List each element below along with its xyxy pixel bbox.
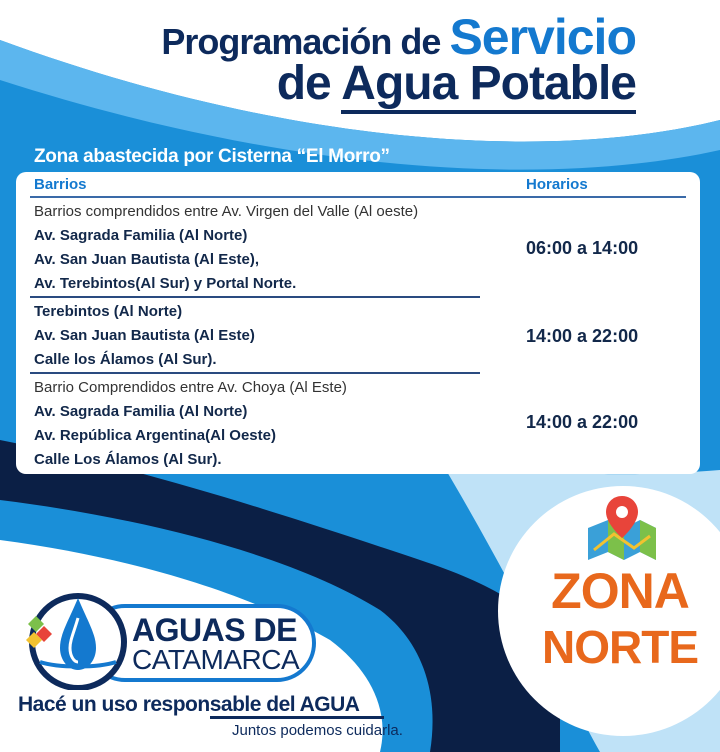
norte-label: NORTE <box>542 621 698 673</box>
title-line-2 <box>277 56 636 111</box>
row-time: 06:00 a 14:00 <box>526 238 639 258</box>
row-line: Barrios comprendidos entre Av. Virgen del Valle (Al oeste) <box>34 203 419 220</box>
tagline: Juntos podemos cuidarla. <box>232 722 403 739</box>
row-time: 14:00 a 22:00 <box>526 412 639 432</box>
brand-name-line-2: CATAMARCA <box>132 644 300 675</box>
row-line: Terebintos (Al Norte) <box>34 303 183 320</box>
row-line: Av. San Juan Bautista (Al Este) <box>34 327 255 344</box>
row-line: Av. República Argentina(Al Oeste) <box>34 427 276 444</box>
column-header-horarios: Horarios <box>526 176 588 193</box>
zone-heading: Zona abastecida por Cisterna “El Morro” <box>34 146 390 167</box>
title-word-servicio: Servicio <box>449 9 636 65</box>
table-row <box>30 376 686 472</box>
zona-label: ZONA <box>551 563 689 619</box>
row-divider <box>30 372 480 374</box>
row-line: Calle Los Álamos (Al Sur). <box>34 451 222 468</box>
row-divider <box>30 296 480 298</box>
slogan-underline <box>210 716 384 719</box>
title-word-agua-potable: Agua Potable <box>341 57 636 114</box>
row-line: Calle los Álamos (Al Sur). <box>34 351 217 368</box>
column-header-barrios: Barrios <box>34 176 87 193</box>
row-line: Av. San Juan Bautista (Al Este), <box>34 251 260 268</box>
title-prefix: Programación de <box>161 21 441 62</box>
row-time: 14:00 a 22:00 <box>526 326 639 346</box>
schedule-table <box>16 172 700 474</box>
row-line: Av. Terebintos(Al Sur) y Portal Norte. <box>34 275 297 292</box>
map-pin-icon <box>584 494 660 564</box>
row-line: Av. Sagrada Familia (Al Norte) <box>34 403 248 420</box>
table-row <box>30 200 686 294</box>
slogan: Hacé un uso responsable del AGUA <box>18 693 360 716</box>
row-line: Barrio Comprendidos entre Av. Choya (Al Este) <box>34 379 347 396</box>
brand-name-line-1: AGUAS DE <box>132 612 297 648</box>
row-line: Av. Sagrada Familia (Al Norte) <box>34 227 248 244</box>
header-divider <box>30 196 686 198</box>
title-line2-prefix: de <box>276 57 331 110</box>
table-row <box>30 300 686 372</box>
